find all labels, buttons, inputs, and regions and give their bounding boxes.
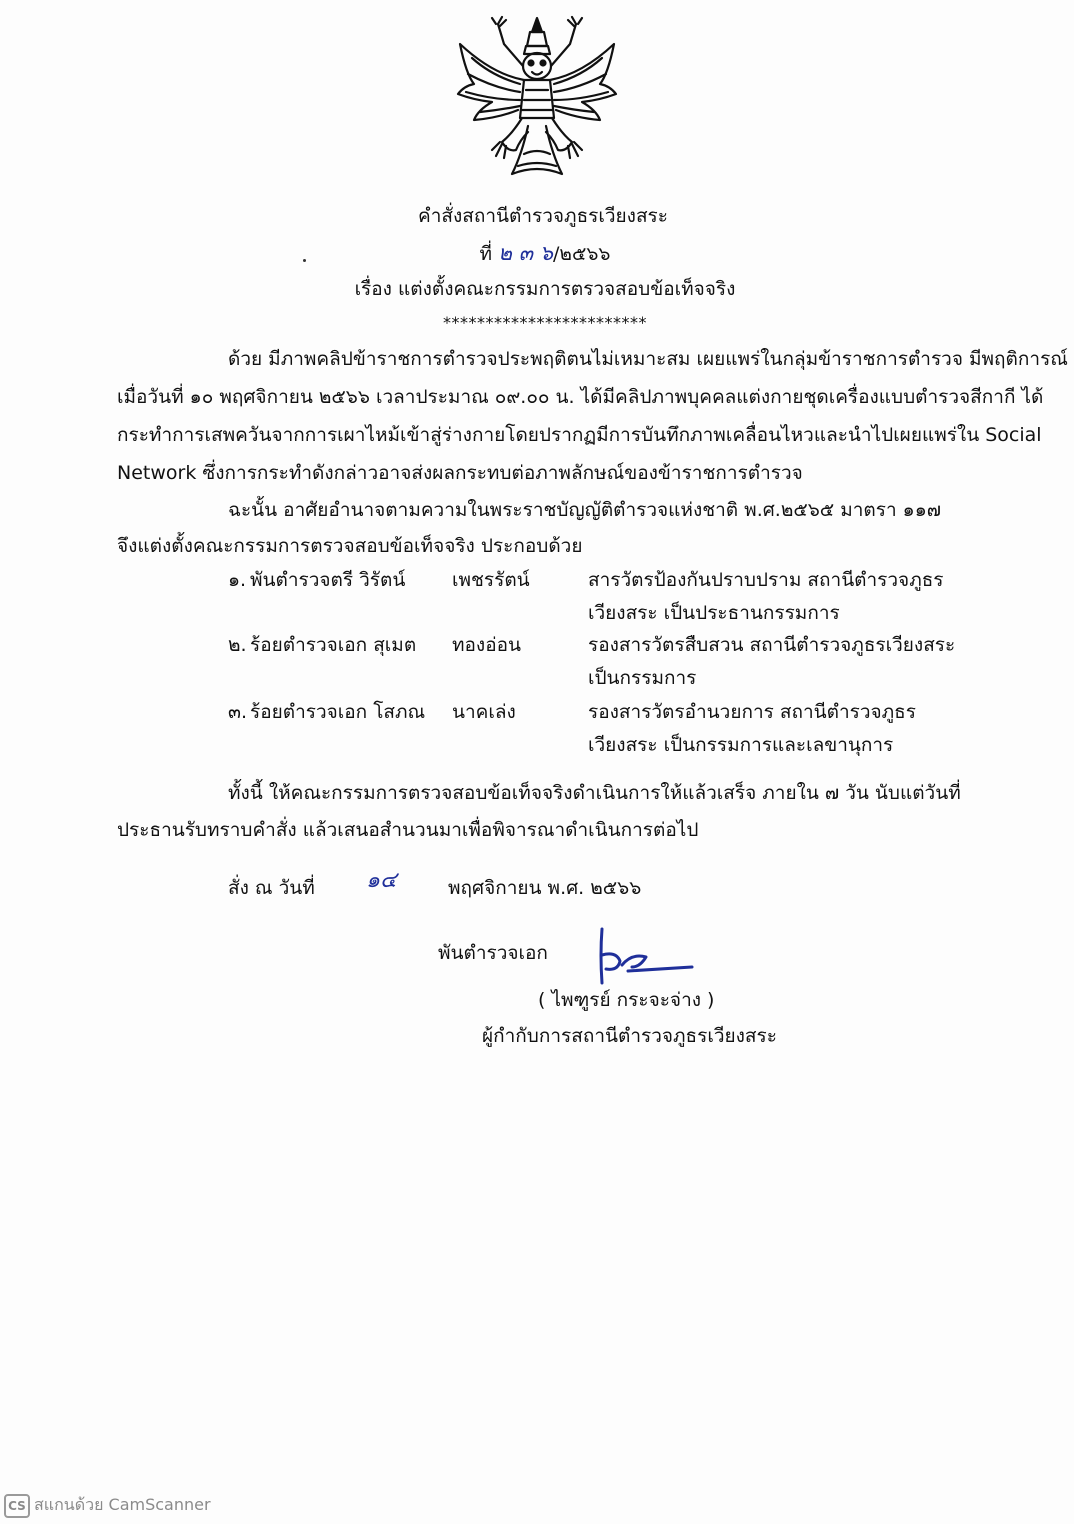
member-row [0, 632, 1074, 692]
order-number [8, 240, 1074, 267]
paragraph-2-line-2: จึงแต่งตั้งคณะกรรมการตรวจสอบข้อเท็จจริง ประกอบด้วย [117, 535, 583, 557]
paragraph-3-line-2: ประธานรับทราบคำสั่ง แล้วเสนอสำนวนมาเพื่อพิจารณาดำเนินการต่อไป [117, 819, 699, 841]
member-row [0, 567, 1074, 627]
member-position-line-2: เป็นกรรมการ [588, 667, 697, 689]
camscanner-logo-icon: CS [4, 1494, 30, 1518]
paragraph-1-line-1: ด้วย มีภาพคลิปข้าราชการตำรวจประพฤติตนไม่เหมาะสม เผยแพร่ในกลุ่มข้าราชการตำรวจ มีพฤติการณ์ [228, 348, 1068, 370]
member-number: ๑. [228, 569, 247, 591]
signing-date-prefix: สั่ง ณ วันที่ [228, 877, 315, 899]
camscanner-watermark [4, 1493, 211, 1518]
signer-position: ผู้กำกับการสถานีตำรวจภูธรเวียงสระ [482, 1025, 777, 1047]
paragraph-2-line-1: ฉะนั้น อาศัยอำนาจตามความในพระราชบัญญัติตำรวจแห่งชาติ พ.ศ.๒๕๖๕ มาตรา ๑๑๗ [228, 499, 942, 521]
member-position-line-1: สารวัตรป้องกันปราบปราม สถานีตำรวจภูธร [588, 569, 944, 591]
member-row [0, 699, 1074, 759]
separator-stars: ************************ [443, 313, 647, 332]
handwritten-signature-icon [588, 925, 708, 991]
member-surname: นาคเล่ง [452, 701, 516, 723]
signing-date-suffix: พฤศจิกายน พ.ศ. ๒๕๖๖ [448, 877, 642, 899]
signing-date-handwritten: ๑๔ [366, 868, 397, 893]
member-surname: ทองอ่อน [452, 634, 522, 656]
order-subject: เรื่อง แต่งตั้งคณะกรรมการตรวจสอบข้อเท็จจริง [354, 278, 736, 300]
member-rank-name: พันตำรวจตรี วิรัตน์ [250, 569, 406, 591]
garuda-emblem-icon [452, 14, 622, 182]
signer-rank: พันตำรวจเอก [438, 942, 548, 964]
member-position-line-2: เวียงสระ เป็นประธานกรรมการ [588, 602, 840, 624]
order-title: คำสั่งสถานีตำรวจภูธรเวียงสระ [418, 205, 668, 227]
member-number: ๓. [228, 701, 248, 723]
order-number-handwritten: ๒ ๓ ๖ [498, 241, 554, 265]
member-rank-name: ร้อยตำรวจเอก โสภณ [250, 701, 426, 723]
member-position-line-1: รองสารวัตรอำนวยการ สถานีตำรวจภูธร [588, 701, 916, 723]
paragraph-1-line-2: เมื่อวันที่ ๑๐ พฤศจิกายน ๒๕๖๖ เวลาประมาณ ๐๙.๐๐ น. ได้มีคลิปภาพบุคคลแต่งกายชุดเครื่องแบบตำรวจสีกากี ได้ [117, 386, 1044, 408]
member-position-line-2: เวียงสระ เป็นกรรมการและเลขานุการ [588, 734, 894, 756]
order-number-year: /๒๕๖๖ [553, 243, 611, 265]
order-number-prefix: ที่ [479, 243, 493, 265]
signer-name: ( ไพฑูรย์ กระจะจ่าง ) [538, 989, 715, 1011]
paragraph-1-line-4: Network ซึ่งการกระทำดังกล่าวอาจส่งผลกระทบต่อภาพลักษณ์ของข้าราชการตำรวจ [117, 462, 803, 484]
paragraph-3-line-1: ทั้งนี้ ให้คณะกรรมการตรวจสอบข้อเท็จจริงดำเนินการให้แล้วเสร็จ ภายใน ๗ วัน นับแต่วันที่ [228, 782, 961, 804]
member-position-line-1: รองสารวัตรสืบสวน สถานีตำรวจภูธรเวียงสระ [588, 634, 956, 656]
camscanner-text: สแกนด้วย CamScanner [34, 1495, 211, 1514]
member-number: ๒. [228, 634, 247, 656]
paragraph-1-line-3: กระทำการเสพควันจากการเผาไหม้เข้าสู่ร่างกายโดยปรากฏมีการบันทึกภาพเคลื่อนไหวและนำไปเผยแพร่ใน Social [117, 424, 1042, 446]
member-rank-name: ร้อยตำรวจเอก สุเมต [250, 634, 417, 656]
member-surname: เพชรรัตน์ [452, 569, 530, 591]
